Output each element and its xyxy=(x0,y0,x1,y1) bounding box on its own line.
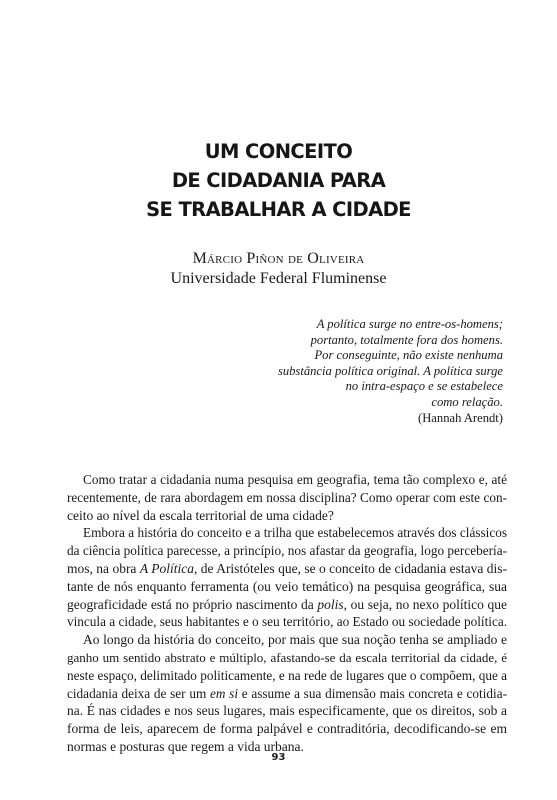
epigraph-line: portanto, totalmente fora dos homens. xyxy=(310,332,503,347)
title-line-2: DE CIDADANIA PARA xyxy=(171,169,386,192)
text-segment: geograficidade está no próprio nascimento da xyxy=(67,596,318,612)
emphasis: em si xyxy=(209,685,238,701)
text-segment: mos, na obra xyxy=(67,560,140,576)
text-line: recentemente, de rara abordagem em nossa disciplina? Como operar com este con- xyxy=(67,489,507,505)
text-line: neste espaço, delimitado politicamente, e na rede de lugares que o compõem, que a xyxy=(67,667,508,683)
text-line: ceito ao nível da escala territorial de uma cidade? xyxy=(67,507,334,523)
author-name: Márcio Piñon de Oliveira xyxy=(192,250,365,267)
text-line: Como tratar a cidadania numa pesquisa em geografia, tema tão complexo e, até xyxy=(83,472,507,487)
emphasis: polis xyxy=(317,596,344,612)
paragraph-3 xyxy=(67,631,507,756)
title-line-1: UM CONCEITO xyxy=(204,140,353,163)
page-number: 93 xyxy=(271,752,286,763)
title-line-3: SE TRABALHAR A CIDADE xyxy=(146,198,411,221)
epigraph-attribution: (Hannah Arendt) xyxy=(418,410,503,425)
text-line: da ciência política parecesse, a princípio, nos afastar da geografia, logo percebería- xyxy=(67,543,507,559)
epigraph-line: A política surge no entre-os-homens; xyxy=(316,317,503,331)
emphasis: A Política xyxy=(139,560,194,576)
text-line xyxy=(67,685,507,703)
paragraph-2 xyxy=(67,524,507,631)
text-line: tante de nós enquanto ferramenta (ou veio temático) na pesquisa geográfica, sua xyxy=(67,578,507,594)
text-line: vincula a cidade, seus habitantes e o seu território, ao Estado ou sociedade política. xyxy=(67,614,508,630)
text-line: na. É nas cidades e nos seus lugares, mais especificamente, que os direitos, sob a xyxy=(67,703,507,719)
text-line: Embora a história do conceito e a trilha que estabelecemos através dos clássicos xyxy=(83,525,507,541)
paragraph-1 xyxy=(67,471,507,524)
text-line xyxy=(67,596,507,614)
body-text xyxy=(67,471,507,756)
text-line xyxy=(67,560,507,578)
text-line: normas e posturas que regem a vida urbana. xyxy=(67,738,304,754)
text-segment: cidadania deixa de ser um xyxy=(67,685,210,701)
text-segment: , de Aristóteles que, se o conceito de cidadania estava dis- xyxy=(194,560,507,576)
text-line: ganho um sentido abstrato e múltiplo, afastando-se da escala territorial da cidade, é xyxy=(67,649,507,665)
epigraph-line: no intra-espaço e se estabelece xyxy=(345,379,503,394)
chapter-title xyxy=(0,137,557,224)
text-segment: e assume a sua dimensão mais concreta e cotidia- xyxy=(238,685,507,701)
epigraph-line: substância política original. A política surge xyxy=(277,363,503,378)
author-affiliation: Universidade Federal Fluminense xyxy=(170,270,387,287)
text-line: forma de leis, aparecem de forma palpável e contraditória, decodificando-se em xyxy=(67,721,507,737)
epigraph-line: Por conseguinte, não existe nenhuma xyxy=(314,348,503,363)
epigraph-line: como relação. xyxy=(431,394,503,409)
epigraph xyxy=(203,317,503,426)
author-block xyxy=(0,249,557,289)
text-line: Ao longo da história do conceito, por mais que sua noção tenha se ampliado e xyxy=(83,632,507,648)
text-segment: , ou seja, no nexo político que xyxy=(343,596,508,612)
